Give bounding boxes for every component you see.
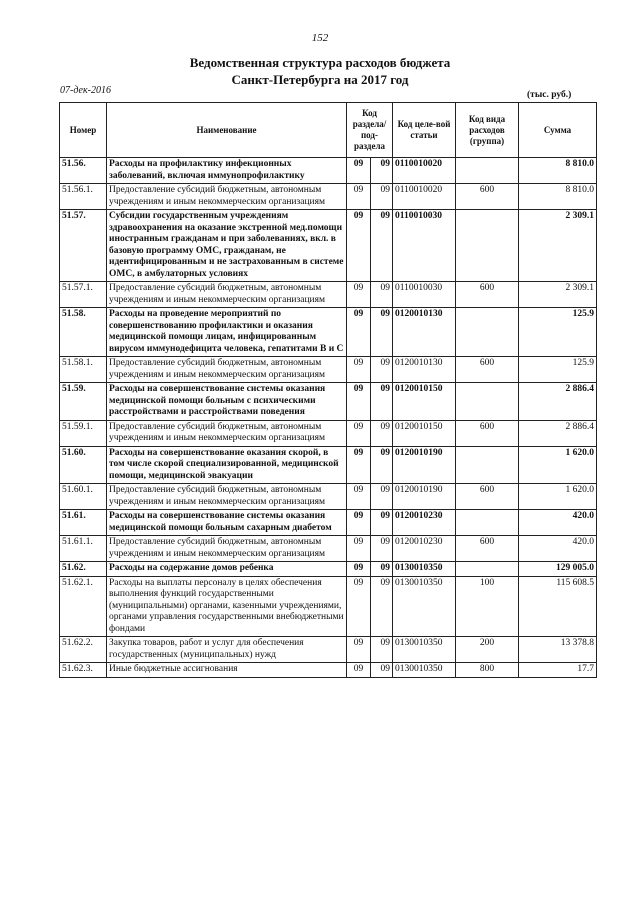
table-row: [60, 308, 597, 357]
table-row: [60, 383, 597, 421]
header-number: Номер: [60, 103, 107, 158]
row-target-code: 0120010230: [393, 510, 456, 536]
title-line-2: Санкт-Петербурга на 2017 год: [231, 72, 409, 87]
row-name: Иные бюджетные ассигнования: [107, 663, 347, 678]
row-target-code: 0130010350: [393, 637, 456, 663]
row-amount: 420.0: [519, 510, 597, 536]
row-target-code: 0120010150: [393, 383, 456, 421]
row-expense-type: 100: [456, 576, 519, 637]
header-expense-type: Код вида расходов (группа): [456, 103, 519, 158]
page-number: 152: [311, 32, 329, 44]
row-expense-type: 800: [456, 663, 519, 678]
row-number: 51.59.1.: [60, 420, 107, 446]
row-number: 51.59.: [60, 383, 107, 421]
row-expense-type: 600: [456, 420, 519, 446]
table-row: [60, 158, 597, 184]
table-row: [60, 184, 597, 210]
row-section-code: 09: [347, 536, 371, 562]
row-subsection-code: 09: [371, 420, 393, 446]
row-name: Закупка товаров, работ и услуг для обеспечения государственных (муниципальных) нужд: [107, 637, 347, 663]
row-amount: 8 810.0: [519, 184, 597, 210]
row-subsection-code: 09: [371, 210, 393, 282]
table-row: [60, 420, 597, 446]
row-expense-type: [456, 383, 519, 421]
row-section-code: 09: [347, 383, 371, 421]
row-target-code: 0120010190: [393, 446, 456, 484]
row-amount: 125.9: [519, 357, 597, 383]
row-name: Предоставление субсидий бюджетным, автономным учреждениям и иным некоммерческим организациям: [107, 484, 347, 510]
row-number: 51.58.1.: [60, 357, 107, 383]
row-expense-type: 600: [456, 484, 519, 510]
row-number: 51.57.1.: [60, 282, 107, 308]
row-name: Расходы на проведение мероприятий по совершенствованию профилактики и оказания медицинской помощи лицам, инфицированным вирусом иммунодефицита человека, гепатитами В и С: [107, 308, 347, 357]
row-number: 51.62.: [60, 562, 107, 577]
table-row: [60, 484, 597, 510]
row-number: 51.62.1.: [60, 576, 107, 637]
table-row: [60, 637, 597, 663]
row-subsection-code: 09: [371, 446, 393, 484]
header-section-code: Код раздела/ под-раздела: [347, 103, 393, 158]
table-row: [60, 562, 597, 577]
row-section-code: 09: [347, 184, 371, 210]
row-subsection-code: 09: [371, 184, 393, 210]
row-amount: 125.9: [519, 308, 597, 357]
row-amount: 8 810.0: [519, 158, 597, 184]
row-subsection-code: 09: [371, 158, 393, 184]
row-name: Расходы на совершенствование системы оказания медицинской помощи больным сахарным диабетом: [107, 510, 347, 536]
units-label: (тыс. руб.): [527, 90, 572, 100]
table-row: [60, 510, 597, 536]
row-expense-type: [456, 446, 519, 484]
row-expense-type: 200: [456, 637, 519, 663]
row-target-code: 0110010030: [393, 282, 456, 308]
row-amount: 1 620.0: [519, 446, 597, 484]
row-section-code: 09: [347, 420, 371, 446]
row-expense-type: [456, 158, 519, 184]
row-amount: 420.0: [519, 536, 597, 562]
row-target-code: 0110010030: [393, 210, 456, 282]
row-section-code: 09: [347, 510, 371, 536]
row-section-code: 09: [347, 562, 371, 577]
row-section-code: 09: [347, 158, 371, 184]
row-number: 51.61.1.: [60, 536, 107, 562]
row-target-code: 0130010350: [393, 576, 456, 637]
row-target-code: 0120010130: [393, 357, 456, 383]
row-amount: 17.7: [519, 663, 597, 678]
row-number: 51.62.3.: [60, 663, 107, 678]
row-amount: 13 378.8: [519, 637, 597, 663]
header-target-code: Код целе-вой статьи: [393, 103, 456, 158]
table-row: [60, 446, 597, 484]
row-number: 51.58.: [60, 308, 107, 357]
row-subsection-code: 09: [371, 637, 393, 663]
row-target-code: 0120010190: [393, 484, 456, 510]
row-subsection-code: 09: [371, 510, 393, 536]
row-number: 51.56.: [60, 158, 107, 184]
row-name: Предоставление субсидий бюджетным, автономным учреждениям и иным некоммерческим организациям: [107, 420, 347, 446]
title-line-1: Ведомственная структура расходов бюджета: [189, 55, 451, 70]
table-row: [60, 536, 597, 562]
table-row: [60, 210, 597, 282]
row-subsection-code: 09: [371, 308, 393, 357]
header-name: Наименование: [107, 103, 347, 158]
row-name: Предоставление субсидий бюджетным, автономным учреждениям и иным некоммерческим организациям: [107, 536, 347, 562]
row-section-code: 09: [347, 484, 371, 510]
document-title: [0, 54, 640, 88]
row-expense-type: [456, 308, 519, 357]
document-date: 07-дек-2016: [60, 85, 111, 96]
row-expense-type: 600: [456, 282, 519, 308]
row-section-code: 09: [347, 576, 371, 637]
row-subsection-code: 09: [371, 357, 393, 383]
row-name: Предоставление субсидий бюджетным, автономным учреждениям и иным некоммерческим организациям: [107, 357, 347, 383]
row-name: Предоставление субсидий бюджетным, автономным учреждениям и иным некоммерческим организациям: [107, 184, 347, 210]
row-section-code: 09: [347, 663, 371, 678]
row-subsection-code: 09: [371, 282, 393, 308]
row-subsection-code: 09: [371, 663, 393, 678]
row-target-code: 0130010350: [393, 663, 456, 678]
row-amount: 115 608.5: [519, 576, 597, 637]
row-target-code: 0120010230: [393, 536, 456, 562]
row-amount: 2 886.4: [519, 420, 597, 446]
row-section-code: 09: [347, 446, 371, 484]
row-name: Расходы на выплаты персоналу в целях обеспечения выполнения функций государственными (муниципальными) органами, казенными учреждениями, органами управления государственными внебюджетными фондами: [107, 576, 347, 637]
row-subsection-code: 09: [371, 562, 393, 577]
row-amount: 2 309.1: [519, 210, 597, 282]
row-amount: 129 005.0: [519, 562, 597, 577]
row-amount: 1 620.0: [519, 484, 597, 510]
table-row: [60, 576, 597, 637]
row-section-code: 09: [347, 282, 371, 308]
row-number: 51.56.1.: [60, 184, 107, 210]
row-subsection-code: 09: [371, 484, 393, 510]
row-name: Субсидии государственным учреждениям здравоохранения на оказание экстренной мед.помощи иностранным гражданам и при заболеваниях, вкл. в базовую программу ОМС, гражданам, не идентифицированным и не застрахованным в системе ОМС, в амбулаторных условиях: [107, 210, 347, 282]
row-number: 51.61.: [60, 510, 107, 536]
row-section-code: 09: [347, 637, 371, 663]
row-name: Расходы на содержание домов ребенка: [107, 562, 347, 577]
row-number: 51.57.: [60, 210, 107, 282]
row-expense-type: 600: [456, 357, 519, 383]
row-target-code: 0120010150: [393, 420, 456, 446]
row-expense-type: [456, 562, 519, 577]
row-expense-type: 600: [456, 536, 519, 562]
budget-table: [59, 102, 597, 678]
row-target-code: 0120010130: [393, 308, 456, 357]
row-name: Расходы на совершенствование системы оказания медицинской помощи больным с психическими расстройствами и расстройствами поведения: [107, 383, 347, 421]
table-row: [60, 357, 597, 383]
row-amount: 2 309.1: [519, 282, 597, 308]
header-amount: Сумма: [519, 103, 597, 158]
row-subsection-code: 09: [371, 576, 393, 637]
row-target-code: 0110010020: [393, 158, 456, 184]
row-subsection-code: 09: [371, 383, 393, 421]
row-name: Расходы на профилактику инфекционных заболеваний, включая иммунопрофилактику: [107, 158, 347, 184]
table-row: [60, 282, 597, 308]
row-number: 51.62.2.: [60, 637, 107, 663]
table-body: [60, 158, 597, 678]
row-expense-type: 600: [456, 184, 519, 210]
row-name: Предоставление субсидий бюджетным, автономным учреждениям и иным некоммерческим организациям: [107, 282, 347, 308]
row-section-code: 09: [347, 210, 371, 282]
row-target-code: 0110010020: [393, 184, 456, 210]
row-number: 51.60.1.: [60, 484, 107, 510]
table-row: [60, 663, 597, 678]
row-target-code: 0130010350: [393, 562, 456, 577]
row-subsection-code: 09: [371, 536, 393, 562]
row-section-code: 09: [347, 308, 371, 357]
row-expense-type: [456, 210, 519, 282]
row-number: 51.60.: [60, 446, 107, 484]
row-expense-type: [456, 510, 519, 536]
table-header-row: [60, 103, 597, 158]
row-amount: 2 886.4: [519, 383, 597, 421]
row-name: Расходы на совершенствование оказания скорой, в том числе скорой специализированной, медицинской помощи, медицинской эвакуации: [107, 446, 347, 484]
row-section-code: 09: [347, 357, 371, 383]
